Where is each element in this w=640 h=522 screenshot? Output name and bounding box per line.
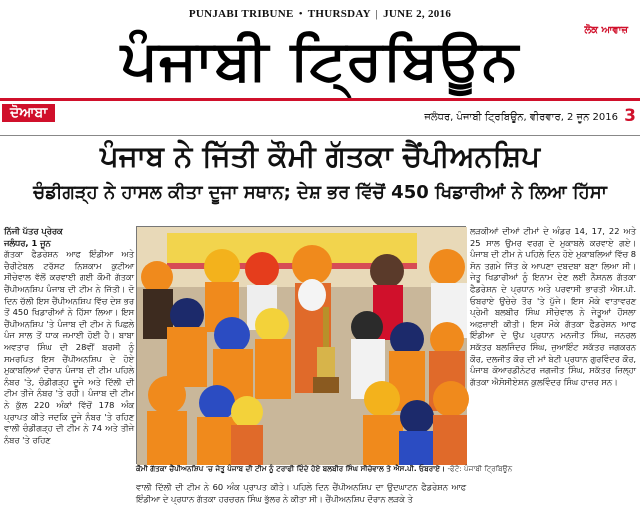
issue-date: JUNE 2, 2016 [383, 8, 452, 20]
page-number: 3 [624, 106, 636, 126]
place-date: ਜਲੰਧਰ, 1 ਜੂਨ [4, 237, 51, 248]
article-column-bottom: ਵਾਲੀ ਦਿੱਲੀ ਦੀ ਟੀਮ ਨੇ 60 ਅੰਕ ਪ੍ਰਾਪਤ ਕੀਤੇ। ਪਹਿਲੇ ਦਿਨ ਚੈਂਪੀਅਨਸ਼ਿਪ ਦਾ ਉਦਘਾਟਨ ਫੈਡਰੇਸ਼ਨ ਆਫ ਇੰਡੀਆ ਦੇ ਪ੍ਰਧਾਨ ਗੱਤਕਾ ਹਰਚਰਨ ਸਿੰਘ ਭੁੱਲਰ ਨੇ ਕੀਤਾ ਸੀ। ਚੈਂਪੀਅਨਸ਼ਿਪ ਦੌਰਾਨ ਲੜਕੇ ਤੇ [136, 482, 466, 504]
dateline: ਜਲੰਧਰ, ਪੰਜਾਬੀ ਟ੍ਰਿਬਿਊਨ, ਵੀਰਵਾਰ, 2 ਜੂਨ 2016 [424, 112, 618, 123]
issue-day: THURSDAY [307, 8, 371, 20]
byline: ਨਿੱਜੀ ਪੱਤਰ ਪ੍ਰੇਰਕ [4, 226, 63, 236]
separator: | [375, 8, 379, 20]
separator: • [298, 8, 303, 20]
subheadline: ਚੰਡੀਗੜ੍ਹ ਨੇ ਹਾਸਲ ਕੀਤਾ ਦੂਜਾ ਸਥਾਨ; ਦੇਸ਼ ਭਰ ਵਿੱਚੋਂ 450 ਖਿਡਾਰੀਆਂ ਨੇ ਲਿਆ ਹਿੱਸਾ [33, 182, 607, 203]
caption-text: ਕੌਮੀ ਗੱਤਕਾ ਚੈਂਪੀਅਨਸ਼ਿਪ 'ਚ ਜੇਤੂ ਪੰਜਾਬ ਦੀ ਟੀਮ ਨੂੰ ਟਰਾਫੀ ਦਿੰਦੇ ਹੋਏ ਬਲਬੀਰ ਸਿੰਘ ਸੀਚੇਵਾਲ ਤੇ ਐਸ.ਪੀ. ਓਬਰਾਏ। [136, 464, 445, 473]
photo-credit: -ਫੋਟੋ: ਪੰਜਾਬੀ ਟ੍ਰਿਬਿਊਨ [447, 464, 513, 473]
article-column-left [4, 226, 134, 522]
body-text: ਗੱਤਕਾ ਫੈਡਰੇਸ਼ਨ ਆਫ ਇੰਡੀਆ ਅਤੇ ਚੈਰੀਟੇਬਲ ਟਰੱਸਟ ਨਿਸ਼ਕਾਮ ਕੁਟੀਆ ਸੀਚੇਵਾਲ ਵੱਲੋਂ ਕਰਵਾਈ ਗਈ ਕੌਮੀ ਗੱਤਕਾ ਚੈਂਪੀਅਨਸ਼ਿਪ ਪੰਜਾਬ ਦੀ ਟੀਮ ਨੇ ਜਿੱਤੀ। ਦੋ ਦਿਨ ਚੱਲੀ ਇਸ ਚੈਂਪੀਅਨਸ਼ਿਪ ਵਿੱਚ ਦੇਸ਼ ਭਰ ਤੋਂ 450 ਖਿਡਾਰੀਆਂ ਨੇ ਹਿੱਸਾ ਲਿਆ। ਇਸ ਚੈਂਪੀਅਨਸ਼ਿਪ 'ਤੇ ਪੰਜਾਬ ਦੀ ਟੀਮ ਨੇ ਪਿਛਲੇ ਪੰਜ ਸਾਲ ਤੋਂ ਧਾਕ ਜਮਾਈ ਹੋਈ ਹੈ। ਬਾਬਾ ਅਵਤਾਰ ਸਿੰਘ ਦੀ 28ਵੀਂ ਬਰਸੀ ਨੂੰ ਸਮਰਪਿਤ ਇਸ ਚੈਂਪੀਅਨਸ਼ਿਪ ਦੇ ਹੋਏ ਮੁਕਾਬਲਿਆਂ ਦੌਰਾਨ ਪੰਜਾਬ ਦੀ ਟੀਮ ਪਹਿਲੇ ਨੰਬਰ 'ਤੇ, ਚੰਡੀਗੜ੍ਹ ਦੂਜੇ ਅਤੇ ਦਿੱਲੀ ਦੀ ਟੀਮ ਤੀਜੇ ਨੰਬਰ 'ਤੇ ਰਹੀ। ਪੰਜਾਬ ਦੀ ਟੀਮ ਨੇ ਕੁੱਲ 220 ਅੰਕਾਂ ਵਿੱਚੋਂ 178 ਅੰਕ ਪ੍ਰਾਪਤ ਕੀਤੇ ਜਦਕਿ ਦੂਜੇ ਨੰਬਰ 'ਤੇ ਰਹਿਣ ਵਾਲੀ ਚੰਡੀਗੜ੍ਹ ਦੀ ਟੀਮ ਨੇ 74 ਅਤੇ ਤੀਜੇ ਨੰਬਰ 'ਤੇ ਰਹਿਣ [4, 249, 134, 445]
headline: ਪੰਜਾਬ ਨੇ ਜਿੱਤੀ ਕੌਮੀ ਗੱਤਕਾ ਚੈਂਪੀਅਨਸ਼ਿਪ [99, 139, 540, 173]
section-bar [0, 102, 640, 134]
article-column-right: ਲੜਕੀਆਂ ਦੀਆਂ ਟੀਮਾਂ ਦੇ ਅੰਡਰ 14, 17, 22 ਅਤੇ 25 ਸਾਲ ਉਮਰ ਵਰਗ ਦੇ ਮੁਕਾਬਲੇ ਕਰਵਾਏ ਗਏ। ਪੰਜਾਬ ਦੀ ਟੀਮ ਨੇ ਪਹਿਲੇ ਦਿਨ ਹੋਏ ਮੁਕਾਬਲਿਆਂ ਵਿੱਚ 8 ਸੋਨ ਤਗਮੇ ਜਿੱਤ ਕੇ ਆਪਣਾ ਦਬਦਬਾ ਬਣਾ ਲਿਆ ਸੀ। ਜੇਤੂ ਖਿਡਾਰੀਆਂ ਨੂੰ ਇਨਾਮ ਦੇਣ ਲਈ ਨੈਸ਼ਨਲ ਗੱਤਕਾ ਫੈਡਰੇਸ਼ਨ ਦੇ ਪ੍ਰਧਾਨ ਅਤੇ ਪਰਵਾਸੀ ਭਾਰਤੀ ਐਸ.ਪੀ. ਓਬਰਾਏ ਉਚੇਚੇ ਤੌਰ 'ਤੇ ਪੁੱਜੇ। ਇਸ ਮੌਕੇ ਵਾਤਾਵਰਣ ਪ੍ਰੇਮੀ ਬਲਬੀਰ ਸਿੰਘ ਸੀਚੇਵਾਲ ਨੇ ਜੇਤੂਆਂ ਹੌਸਲਾ ਅਫ਼ਜ਼ਾਈ ਕੀਤੀ। ਇਸ ਮੌਕੇ ਗੱਤਕਾ ਫੈਡਰੇਸ਼ਨ ਆਫ ਇੰਡੀਆ ਦੇ ਉਪ ਪ੍ਰਧਾਨ ਮਨਜੀਤ ਸਿੰਘ, ਜਨਰਲ ਸਕੱਤਰ ਬਲਜਿੰਦਰ ਸਿੰਘ, ਜੁਆਇੰਟ ਸਕੱਤਰ ਜਗਕਰਨ ਕੌਰ, ਦਲਜੀਤ ਕੌਰ ਦੀ ਮਾਂ ਬੇਟੀ ਪ੍ਰਧਾਨ ਗੁਰਵਿੰਦਰ ਕੌਰ, ਪੰਜਾਬ ਕੋਆਰਡੀਨੇਟਰ ਜਗਜੀਤ ਸਿੰਘ, ਸਕੱਤਰ ਜ਼ਿਲ੍ਹਾ ਗੱਤਕਾ ਐਸੋਸੀਏਸ਼ਨ ਕੁਲਵਿੰਦਰ ਸਿੰਘ ਹਾਜ਼ਰ ਸਨ। [470, 226, 636, 387]
nameplate-logo: ਪੰਜਾਬੀ ਟ੍ਰਿਬਿਊਨ [120, 27, 520, 93]
section-label: ਦੋਆਬਾ [2, 104, 55, 122]
red-rule [0, 98, 640, 101]
award-ceremony-photo [137, 227, 467, 465]
slogan: ਲੋਕ ਆਵਾਜ਼ [584, 25, 628, 36]
masthead-top-line [0, 8, 640, 20]
photo-caption [136, 464, 513, 481]
news-photo [136, 226, 466, 464]
paper-name: PUNJABI TRIBUNE [188, 8, 294, 20]
